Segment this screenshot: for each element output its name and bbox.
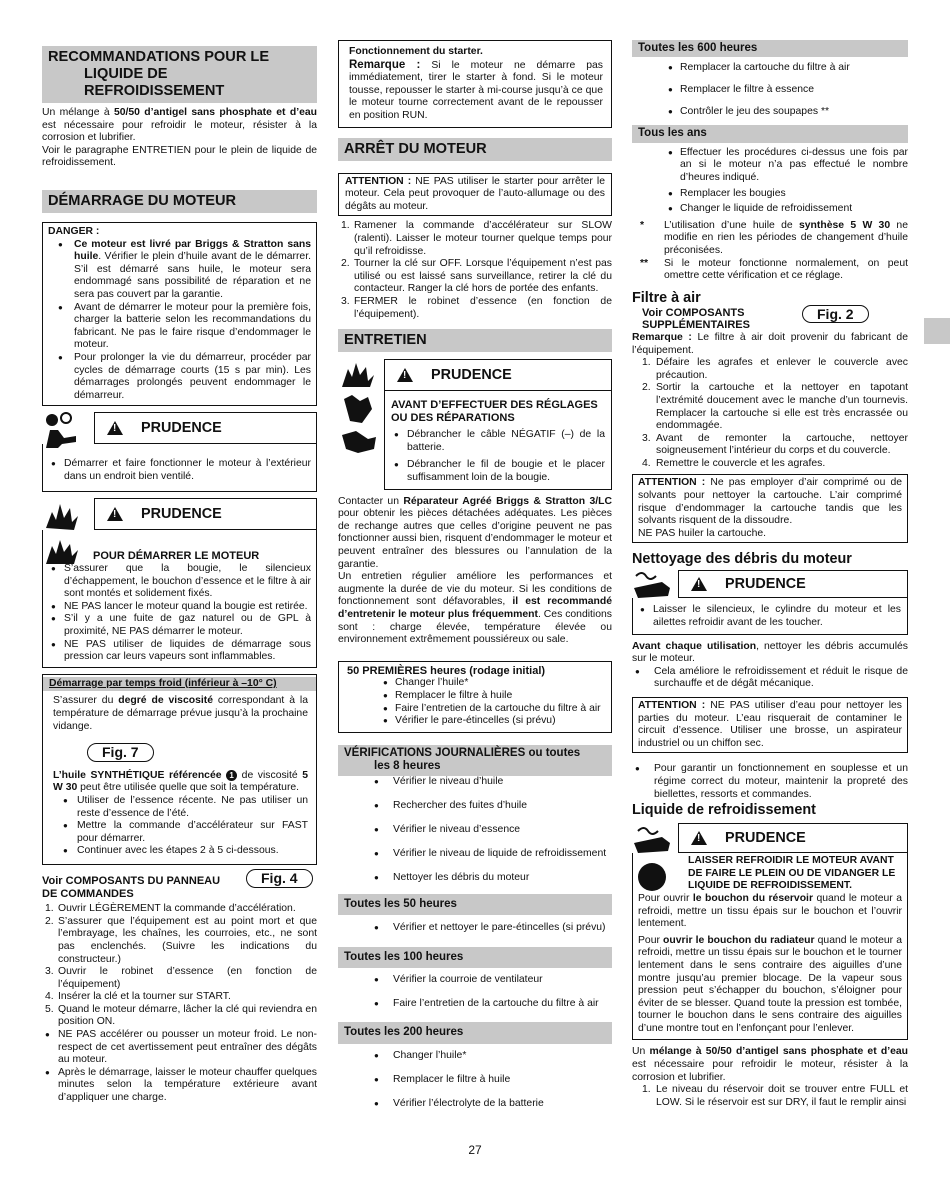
- section-header-stop: ARRÊT DU MOTEUR: [338, 138, 612, 161]
- before-each-use: Avant chaque utilisation, nettoyer les débris accumulés sur le moteur.: [632, 640, 908, 665]
- caution-maintenance: ! PRUDENCE AVANT D’EFFECTUER DES RÉGLAGES OU DES RÉPARATIONS ● Débrancher le câble NÉGATIF (–) de la batterie. ● Débrancher le fil de bougie et le placer suffisamment loin de la bougie.: [338, 359, 612, 490]
- cold-start-box: Démarrage par temps froid (inférieur à –10° C) S’assurer du degré de viscosité correspondant à la température de démarrage prévue jusqu’à la prochaine vidange. Fig. 7 L’huile SYNTHÉTIQUE référencée 1 de viscosité 5 W 30 peut être utilisée quelle que soit la température. ● Utiliser de l’essence récente. Ne pas utiliser un reste d’essence de l’été. ● Mettre la commande d’accélérateur sur FAST pour démarrer. ● Continuer avec les étapes 2 à 5 ci-dessous.: [42, 674, 317, 865]
- hot-steam-icons: [632, 823, 672, 897]
- first-50-hours-box: 50 PREMIÈRES heures (rodage initial) ● Changer l’huile* ● Remplacer le filtre à huile ● Faire l’entretien de la cartouche du filtre à air ● Vérifier le pare-étincelles (si prévu): [338, 661, 612, 733]
- air-filter-attention-box: ATTENTION : Ne pas employer d’air comprimé ou de solvants pour nettoyer la cartouche. L’air comprimé risque d’endommager la cartouche tandis que les solvants risquent de la dissoudre. NE PAS huiler la cartouche.: [632, 474, 908, 543]
- caution-debris: ! PRUDENCE ● Laisser le silencieux, le cylindre du moteur et les ailettes refroidir avant de les toucher.: [632, 570, 908, 634]
- every-50-hours-header: Toutes les 50 heures: [338, 894, 612, 915]
- air-filter-remark: Remarque : Le filtre à air doit provenir du fabricant de l’équipement.: [632, 331, 908, 356]
- warning-triangle-icon: [691, 831, 707, 845]
- starter-box: Fonctionnement du starter. Remarque : Si le moteur ne démarre pas immédiatement, tirer le starter à fond. Si le moteur tousse, repousser le starter à mi-course jusqu’à ce que le moteur tourne correctement avant de le repousser en position RUN.: [338, 40, 612, 128]
- see-supplementary: Voir COMPOSANTS SUPPLÉMENTAIRES Fig. 2: [632, 307, 908, 332]
- air-filter-title: Filtre à air: [632, 289, 701, 306]
- fig-2-tag: Fig. 2: [802, 305, 869, 324]
- danger-item: ● Avant de démarrer le moteur pour la première fois, charger la batterie selon les recommandations du fabricant. Ne pas le faire risque d’endommager le moteur.: [58, 301, 311, 351]
- coolant-title: Liquide de refroidissement: [632, 802, 816, 819]
- caution-banner: ! PRUDENCE: [94, 412, 317, 444]
- column-right: Toutes les 600 heures ● Remplacer la cartouche du filtre à air ● Remplacer le filtre à essence ● Contrôler le jeu des soupapes ** Tous les ans ● Effectuer les procédures ci-dessus une fois par an si le moteur n’a pas effectué le nombre d’heures indiqué. ● Remplacer les bougies ● Changer le liquide de refroidissement * L’utilisation d’une huile de synthèse 5 W 30 ne modifie en rien les périodes de changement d’huile préconisées. ** Si le moteur fonctionne normalement, on peut omettre cette vérification et ce réglage. Filtre à air Voir COMPOSANTS SUPPLÉMENTAIRES Fig. 2 Remarque : Le filtre à air doit provenir du fabricant de l’équipement. 1. Défaire les agrafes et enlever le couvercle avec précaution. 2. Sortir la cartouche et la nettoyer en tapotant l’extrémité doucement avec le manche d’un tournevis. Remplacer la cartouche si elle est très encrassée ou endommagée. 3. Avant de remonter la cartouche, nettoyer soigneusement l’intérieur du corps et du couvercle. 4. Remettre le couvercle et les agrafes. ATTENTION : Ne pas employer d’air comprimé ou de solvants pour nettoyer la cartouche. L’air comprimé risque d’endommager la cartouche tandis que les solvants risquent de la dissoudre. NE PAS huiler la cartouche. Nettoyage des débris du moteur ! PRUDENCE ● Laisser le silencieux, le cylindre du moteur et les ailettes refroidir avant de les toucher. Avant chaque utilisation, nettoyer les débris accumulés sur le moteur. ● Cela améliore le refroidissement et réduit le risque de surchauffe et de dégât mécanique. ATTENTION : NE PAS utiliser d’eau pour nettoyer les parties du moteur. L’eau risquerait de contaminer le circuit d’essence. Utiliser une brosse, un aspirateur industriel ou un chiffon sec. ● Pour garantir un fonctionnement en souplesse et un régime correct du moteur, maintenir la propreté des biellettes, ressorts et commandes. Liquide de refroidissement ! PRUDENCE LAISSER REFROIDIR LE MOTEUR AVANT DE FAIRE LE PLEIN OU DE VIDANGER LE LIQUIDE DE REFROIDISSEMENT. Pour ouvrir le bouchon du réservoir quand le moteur a refroidi, mettre un tissu épais sur le bouchon et l’ouvrir lentement. Pour ouvrir le bouchon du radiateur quand le moteur a refroidi, mettre un tissu épais sur le bouchon et le tourner lentement dans le sens contraire des aiguilles d’une montre jusqu’au premier blocage. De la vapeur sous pression peut s’échapper du bouchon, s’éloigner pour éviter de se blesser. Quand toute la pression est tombée, tourner le bouchon dans le sens contraire des aiguilles d’une montre tout en l’enfonçant pour l’enlever. Un mélange à 50/50 d’antigel sans phosphate et d’eau est nécessaire pour refroidir le moteur, résister à la corrosion et lubrifier. 1. Le niveau du réservoir doit se trouver entre FULL et LOW. Si le réservoir est sur DRY, il faut le remplir ainsi: [632, 40, 908, 1109]
- fire-hand-spark-icons: [338, 359, 382, 459]
- warning-triangle-icon: [397, 368, 413, 382]
- side-thumb-tab: [924, 318, 950, 344]
- contact-paragraph: Contacter un Réparateur Agréé Briggs & Stratton 3/LC pour obtenir les pièces détachées adéquates. Les pièces de rechange autres que celles d’origine peuvent ne pas fonctionner aussi bien, risquent d’endommager le moteur et peuvent entraîner des blessures ou l’annulation de la garantie.: [338, 495, 612, 570]
- caution-banner: ! PRUDENCE: [678, 823, 908, 853]
- fire-explosion-icon: [42, 498, 80, 568]
- caution-coolant: ! PRUDENCE LAISSER REFROIDIR LE MOTEUR AVANT DE FAIRE LE PLEIN OU DE VIDANGER LE LIQUIDE DE REFROIDISSEMENT. Pour ouvrir le bouchon du réservoir quand le moteur a refroidi, mettre un tissu épais sur le bouchon et l’ouvrir lentement. Pour ouvrir le bouchon du radiateur quand le moteur a refroidi, mettre un tissu épais sur le bouchon et le tourner lentement dans le sens contraire des aiguilles d’une montre jusqu’au premier blocage. De la vapeur sous pression peut s’échapper du bouchon, s’éloigner pour éviter de se blesser. Quand toute la pression est tombée, tourner le bouchon dans le sens contraire des aiguilles d’une montre tout en l’enfonçant pour l’enlever.: [632, 823, 908, 1040]
- warning-triangle-icon: [691, 577, 707, 591]
- caution-start: ! PRUDENCE POUR DÉMARRER LE MOTEUR ● S’assurer que la bougie, le silencieux d’échappement, le bouchon d’essence et le filtre à air sont montés et solidement fixés. ● NE PAS lancer le moteur quand la bougie est retirée. ● S’il y a une fuite de gaz naturel ou de GPL à proximité, NE PAS démarrer le moteur. ● NE PAS utiliser de liquides de démarrage sous pression car leurs vapeurs sont inflammables.: [42, 498, 317, 667]
- debris-attention-box: ATTENTION : NE PAS utiliser d’eau pour nettoyer les parties du moteur. L’eau risquerait de contaminer le circuit d’essence. Utiliser une brosse, un aspirateur industriel ou un chiffon sec.: [632, 697, 908, 753]
- column-middle: Fonctionnement du starter. Remarque : Si le moteur ne démarre pas immédiatement, tirer le starter à fond. Si le moteur tousse, repousser le starter à mi-course jusqu’à ce que le moteur tourne correctement avant de le repousser en position RUN. ARRÊT DU MOTEUR ATTENTION : NE PAS utiliser le starter pour arrêter le moteur. Cela peut provoquer de l’auto-allumage ou des dégâts au moteur. 1. Ramener la commande d’accélérateur sur SLOW (ralenti). Laisser le moteur tourner quelque temps pour qu’il refroidisse. 2. Tourner la clé sur OFF. Lorsque l’équipement n’est pas utilisé ou est laissé sans surveillance, retirer la clé du contacteur. Ranger la clé hors de portée des enfants. 3. FERMER le robinet d’essence (en fonction de l’équipement). ENTRETIEN ! PRUDENCE AVANT D’EFFECTUER DES RÉGLAGES OU DES RÉPARATIONS ● Débrancher le câble NÉGATIF (–) de la batterie. ● Débrancher le fil de bougie et le placer suffisamment loin de la bougie. Contacter un Réparateur Agréé Briggs & Stratton 3/LC pour obtenir les pièces détachées adéquates. Les pièces de rechange autres que celles d’origine peuvent ne pas fonctionner aussi bien, risquent d’endommager le moteur et peuvent entraîner des blessures ou l’annulation de la garantie. Un entretien régulier améliore les performances et augmente la durée de vie du moteur. Si les conditions de fonctionnement sont défavorables, il est recommandé d’entretenir le moteur plus fréquemment. Ces conditions sont : charge élevée, température élevée ou environnement extrêmement poussiéreux ou sale. 50 PREMIÈRES heures (rodage initial) ● Changer l’huile* ● Remplacer le filtre à huile ● Faire l’entretien de la cartouche du filtre à air ● Vérifier le pare-étincelles (si prévu) VÉRIFICATIONS JOURNALIÈRES ou toutes les 8 heures ● Vérifier le niveau d’huile ● Rechercher des fuites d’huile ● Vérifier le niveau d’essence ● Vérifier le niveau de liquide de refroidissement ● Nettoyer les débris du moteur Toutes les 50 heures ● Vérifier et nettoyer le pare-étincelles (si prévu) Toutes les 100 heures ● Vérifier la courroie de ventilateur ● Faire l’entretien de la cartouche du filtre à air Toutes les 200 heures ● Changer l’huile* ● Remplacer le filtre à huile ● Vérifier l’électrolyte de la batterie: [338, 40, 612, 1116]
- fig-4-tag: Fig. 4: [246, 869, 313, 888]
- stop-attention-box: ATTENTION : NE PAS utiliser le starter pour arrêter le moteur. Cela peut provoquer de l’auto-allumage ou des dégâts au moteur.: [338, 173, 612, 217]
- danger-item: ● Ce moteur est livré par Briggs & Stratton sans huile. Vérifier le plein d’huile avant de le démarrer. S’il est démarré sans huile, le moteur sera endommagé sans possibilité de réparation et ne sera pas couvert par la garantie.: [58, 238, 311, 300]
- yearly-list: ● Effectuer les procédures ci-dessus une fois par an si le moteur n’a pas effectué le nombre d’heures indiqué. ● Remplacer les bougies ● Changer le liquide de refroidissement: [632, 147, 908, 216]
- danger-box: DANGER : ● Ce moteur est livré par Briggs & Stratton sans huile. Vérifier le plein d’huile avant de le démarrer. S’il est démarré sans huile, le moteur sera endommagé sans possibilité de réparation et ne sera pas couvert par la garantie. ● Avant de démarrer le moteur pour la première fois, charger la batterie selon les recommandations du fabricant. Ne pas le faire risque d’endommager le moteur. ● Pour prolonger la vie du démarreur, procéder par cycles de démarrage courts (15 s par min). Les démarrages prolongés peuvent endommager le démarreur.: [42, 222, 317, 406]
- coolant-see-paragraph: Voir le paragraphe ENTRETIEN pour le plein de liquide de refroidissement.: [42, 144, 317, 169]
- caution-ventilation: ! PRUDENCE ● Démarrer et faire fonctionner le moteur à l’extérieur dans un endroit bien ventilé.: [42, 412, 317, 492]
- see-controls: Voir COMPOSANTS DU PANNEAU DE COMMANDES Fig. 4: [42, 875, 317, 900]
- page-number: 27: [468, 1143, 482, 1157]
- coolant-paragraph: Un mélange à 50/50 d’antigel sans phosphate et d’eau est nécessaire pour refroidir le moteur, résister à la corrosion et lubrifier.: [42, 107, 317, 144]
- caution-banner: ! PRUDENCE: [384, 359, 612, 391]
- fumes-person-icon: [42, 412, 80, 448]
- daily-checks-list: ● Vérifier le niveau d’huile ● Rechercher des fuites d’huile ● Vérifier le niveau d’essence ● Vérifier le niveau de liquide de refroidissement ● Nettoyer les débris du moteur: [338, 770, 612, 890]
- warning-triangle-icon: [107, 507, 123, 521]
- fig-7-tag: Fig. 7: [87, 743, 154, 762]
- warning-triangle-icon: [107, 421, 123, 435]
- column-left: [42, 40, 317, 1105]
- air-filter-steps: 1. Défaire les agrafes et enlever le couvercle avec précaution. 2. Sortir la cartouche et la nettoyer en tapotant l’extrémité doucement avec le manche d’un tournevis. Remplacer la cartouche si elle est très encrassée ou endommagée. 3. Avant de remonter la cartouche, nettoyer soigneusement l’intérieur du corps et du couvercle. 4. Remettre le couvercle et les agrafes.: [642, 357, 908, 469]
- caution-banner: ! PRUDENCE: [678, 570, 908, 598]
- note-valve: ** Si le moteur fonctionne normalement, on peut omettre cette vérification et ce réglage.: [640, 257, 908, 282]
- coolant-mix-paragraph: Un mélange à 50/50 d’antigel sans phosphate et d’eau est nécessaire pour refroidir le moteur, résister à la corrosion et lubrifier.: [632, 1046, 908, 1083]
- note-synthetic: * L’utilisation d’une huile de synthèse 5 W 30 ne modifie en rien les périodes de changement d’huile préconisées.: [640, 219, 908, 256]
- every-200-hours-header: Toutes les 200 heures: [338, 1022, 612, 1043]
- section-header-coolant: RECOMMANDATIONS POUR LE LIQUIDE DE REFROIDISSEMENT: [42, 46, 317, 103]
- regular-maintenance-paragraph: Un entretien régulier améliore les performances et augmente la durée de vie du moteur. Si les conditions de fonctionnement sont défavorables, il est recommandé d’entretenir le moteur plus fréquemment. Ces conditions sont : charge élevée, température élevée ou environnement extrêmement poussiéreux ou sale.: [338, 571, 612, 646]
- stop-steps: 1. Ramener la commande d’accélérateur sur SLOW (ralenti). Laisser le moteur tourner quelque temps pour qu’il refroidisse. 2. Tourner la clé sur OFF. Lorsque l’équipement n’est pas utilisé ou est laissé sans surveillance, retirer la clé du contacteur. Ranger la clé hors de portée des enfants. 3. FERMER le robinet d’essence (en fonction de l’équipement).: [341, 220, 612, 320]
- every-600-hours-header: Toutes les 600 heures: [632, 40, 908, 57]
- section-header-start: DÉMARRAGE DU MOTEUR: [42, 190, 317, 213]
- debris-title: Nettoyage des débris du moteur: [632, 551, 852, 568]
- caution-banner: ! PRUDENCE: [94, 498, 317, 530]
- hot-surface-icon: [632, 570, 672, 600]
- section-header-maintenance: ENTRETIEN: [338, 329, 612, 352]
- yearly-header: Tous les ans: [632, 125, 908, 142]
- start-steps: 1. Ouvrir LÉGÈREMENT la commande d’accélération. 2. S’assurer que l’équipement est au point mort et que l’embrayage, les chaînes, les courroies, etc., ne sont pas enclenchés. (Suivre les indications du constructeur.) 3. Ouvrir le robinet d’essence (en fonction de l’équipement) 4. Insérer la clé et la tourner sur START. 5. Quand le moteur démarre, lâcher la clé qui reviendra en position ON. ● NE PAS accélérer ou pousser un moteur froid. Le non-respect de cet avertissement peut entraîner des dégâts au moteur. ● Après le démarrage, laisser le moteur chauffer quelques minutes selon la température extérieure avant d’appliquer une charge.: [42, 903, 317, 1105]
- danger-item: ● Pour prolonger la vie du démarreur, procéder par cycles de démarrage courts (15 s par min). Les démarrages prolongés peuvent endommager le démarreur.: [58, 351, 311, 401]
- every-100-hours-header: Toutes les 100 heures: [338, 947, 612, 968]
- daily-checks-header: VÉRIFICATIONS JOURNALIÈRES ou toutes les 8 heures: [338, 745, 612, 776]
